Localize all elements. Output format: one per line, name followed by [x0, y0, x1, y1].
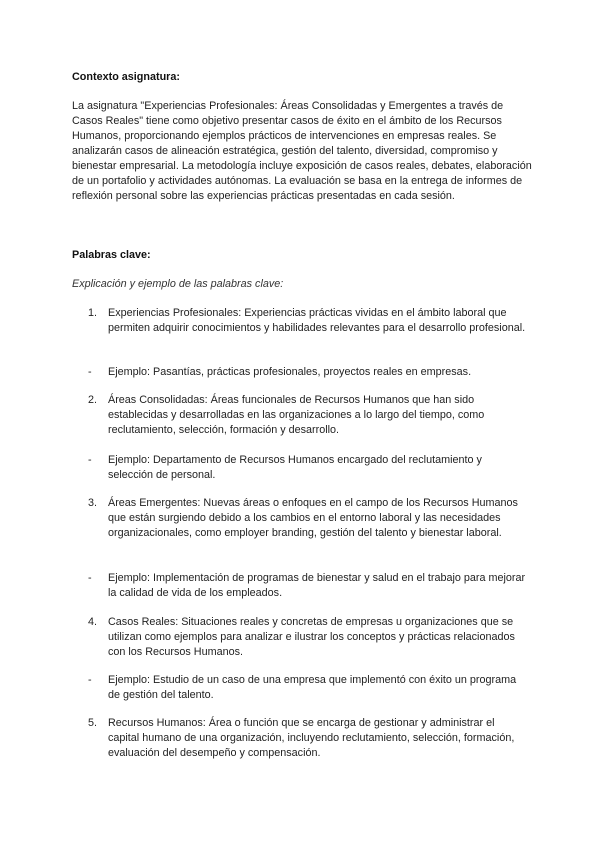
list-marker: 5. [88, 717, 98, 729]
palabras-heading: Palabras clave: [72, 249, 151, 261]
list-item [88, 393, 528, 439]
list-item-text: Ejemplo: Pasantías, prácticas profesionales, proyectos reales en empresas. [108, 366, 472, 378]
list-item-text: Ejemplo: Estudio de un caso de una empresa que implementó con éxito un programa de gestión del talento. [108, 674, 517, 702]
list-item [88, 453, 528, 483]
list-item [88, 716, 528, 762]
list-marker: - [88, 454, 92, 466]
list-marker: 2. [88, 394, 98, 406]
list-item [88, 571, 528, 601]
list-item-text: Experiencias Profesionales: Experiencias prácticas vividas en el ámbito laboral que permiten adquirir conocimientos y habilidades relevantes para el desarrollo profesional. [108, 307, 526, 335]
list-item-text: Áreas Consolidadas: Áreas funcionales de Recursos Humanos que han sido establecidas y desarrolladas en las organizaciones a lo largo del tiempo, como reclutamiento, selección, formación y desarrollo. [108, 394, 485, 437]
list-item [88, 615, 528, 661]
palabras-subtitle: Explicación y ejemplo de las palabras clave: [72, 278, 284, 290]
list-marker: - [88, 572, 92, 584]
list-item-text: Ejemplo: Implementación de programas de bienestar y salud en el trabajo para mejorar la calidad de vida de los empleados. [108, 572, 526, 600]
list-item-text: Casos Reales: Situaciones reales y concretas de empresas u organizaciones que se utilizan como ejemplos para analizar e ilustrar los conceptos y prácticas relacionados con los Recursos Humanos. [108, 616, 515, 659]
list-marker: 1. [88, 307, 98, 319]
list-item [88, 673, 528, 703]
list-item [88, 496, 528, 542]
contexto-heading: Contexto asignatura: [72, 71, 180, 83]
list-item-text: Recursos Humanos: Área o función que se encarga de gestionar y administrar el capital humano de una organización, incluyendo reclutamiento, selección, formación, evaluación del desempeño y compensación. [108, 717, 515, 760]
contexto-paragraph: La asignatura "Experiencias Profesionales: Áreas Consolidadas y Emergentes a través de Casos Reales" tiene como objetivo presentar casos de éxito en el ámbito de los Recursos Humanos, proporcionando ejemplos prácticos de intervenciones en empresas reales. Se analizarán casos de alineación estratégica, gestión del talento, diversidad, compromiso y bienestar empresarial. La metodología incluye exposición de casos reales, debates, elaboración de un portafolio y actividades autónomas. La evaluación se basa en la entrega de informes de reflexión personal sobre las experiencias prácticas presentadas en cada sesión. [72, 100, 532, 202]
list-marker: - [88, 366, 92, 378]
list-item [88, 306, 528, 336]
list-item-text: Ejemplo: Departamento de Recursos Humanos encargado del reclutamiento y selección de personal. [108, 454, 482, 482]
list-marker: 3. [88, 497, 98, 509]
list-item [88, 365, 528, 380]
list-item-text: Áreas Emergentes: Nuevas áreas o enfoques en el campo de los Recursos Humanos que están surgiendo debido a los cambios en el entorno laboral y las necesidades organizacionales, como employer branding, gestión del talento y bienestar laboral. [108, 497, 518, 540]
list-marker: 4. [88, 616, 98, 628]
list-marker: - [88, 674, 92, 686]
